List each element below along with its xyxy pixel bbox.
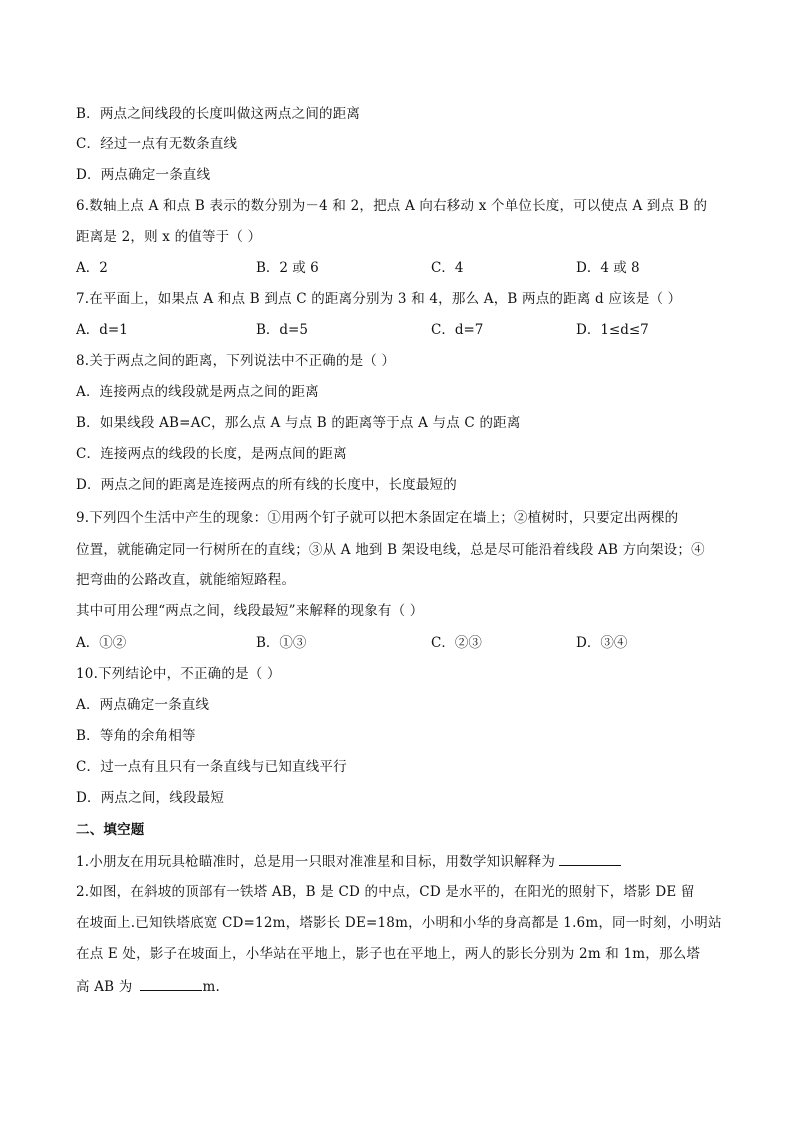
q7-option-d: D．1≤d≤7 <box>576 322 649 338</box>
q6-option-d: D．4 或 8 <box>576 260 640 276</box>
fill-q1-text: 1.小朋友在用玩具枪瞄准时，总是用一只眼对准准星和目标，用数学知识解释为 <box>76 854 556 870</box>
q10-option-a: A．两点确定一条直线 <box>76 697 210 713</box>
fill-q2-line2: 在坡面上.已知铁塔底宽 CD=12m，塔影长 DE=18m，小明和小华的身高都是 1.6m，同一时刻，小明站 <box>76 915 722 931</box>
q6-option-a: A．2 <box>76 260 108 276</box>
q8-option-c: C．连接两点的线段的长度，是两点间的距离 <box>76 446 347 462</box>
q5-option-c: C．经过一点有无数条直线 <box>76 136 238 152</box>
q10-option-b: B．等角的余角相等 <box>76 728 196 744</box>
fill-q2-line3: 在点 E 处，影子在坡面上，小华站在平地上，影子也在平地上，两人的影长分别为 2m 和 1m，那么塔 <box>76 946 701 962</box>
q10-option-d: D．两点之间，线段最短 <box>76 790 225 806</box>
q6-stem-line1: 6.数轴上点 A 和点 B 表示的数分别为－4 和 2，把点 A 向右移动 x 个单位长度，可以使点 A 到点 B 的 <box>76 198 708 214</box>
fill-q2-text: 高 AB 为 <box>76 979 133 995</box>
q9-stem-line4: 其中可用公理“两点之间，线段最短”来解释的现象有（ ） <box>76 603 424 619</box>
q10-stem: 10.下列结论中，不正确的是（ ） <box>76 666 281 682</box>
q6-option-c: C．4 <box>431 260 464 276</box>
q10-option-c: C．过一点有且只有一条直线与已知直线平行 <box>76 759 347 775</box>
q9-option-c: C．②③ <box>431 635 482 651</box>
q9-option-b: B．①③ <box>256 635 307 651</box>
q7-option-c: C．d=7 <box>431 322 484 338</box>
q9-stem-line3: 把弯曲的公路改直，就能缩短路程。 <box>76 572 296 588</box>
q8-option-d: D．两点之间的距离是连接两点的所有线的长度中，长度最短的 <box>76 477 457 493</box>
q5-option-d: D．两点确定一条直线 <box>76 167 211 183</box>
q9-option-d: D．③④ <box>576 635 628 651</box>
q6-option-b: B．2 或 6 <box>256 260 319 276</box>
q9-stem-line1: 9.下列四个生活中产生的现象：①用两个钉子就可以把木条固定在墙上；②植树时，只要定出两棵的 <box>76 510 679 526</box>
fill-q2-line1: 2.如图，在斜坡的顶部有一铁塔 AB，B 是 CD 的中点，CD 是水平的，在阳光的照射下，塔影 DE 留 <box>76 884 695 900</box>
fill-q1-blank <box>559 851 621 866</box>
q8-option-b: B．如果线段 AB=AC，那么点 A 与点 B 的距离等于点 A 与点 C 的距离 <box>76 415 521 431</box>
q8-stem: 8.关于两点之间的距离，下列说法中不正确的是（ ） <box>76 353 396 369</box>
q9-option-a: A．①② <box>76 635 127 651</box>
fill-q2-unit: m. <box>202 979 220 995</box>
q9-stem-line2: 位置，就能确定同一行树所在的直线；③从 A 地到 B 架设电线，总是尽可能沿着线段 AB 方向架设；④ <box>76 542 705 558</box>
q6-stem-line2: 距离是 2，则 x 的值等于（ ） <box>76 229 262 245</box>
q7-option-b: B．d=5 <box>256 322 308 338</box>
section-heading-fill-in: 二、填空题 <box>76 822 145 838</box>
q8-option-a: A．连接两点的线段就是两点之间的距离 <box>76 384 319 400</box>
q5-option-b: B．两点之间线段的长度叫做这两点之间的距离 <box>76 106 361 122</box>
fill-q2-blank <box>140 976 202 991</box>
q7-option-a: A．d=1 <box>76 322 128 338</box>
q7-stem: 7.在平面上，如果点 A 和点 B 到点 C 的距离分别为 3 和 4，那么 A，B 两点的距离 d 应该是（ ） <box>76 291 682 307</box>
fill-q1 <box>76 851 621 872</box>
fill-q2-line4 <box>76 976 220 997</box>
